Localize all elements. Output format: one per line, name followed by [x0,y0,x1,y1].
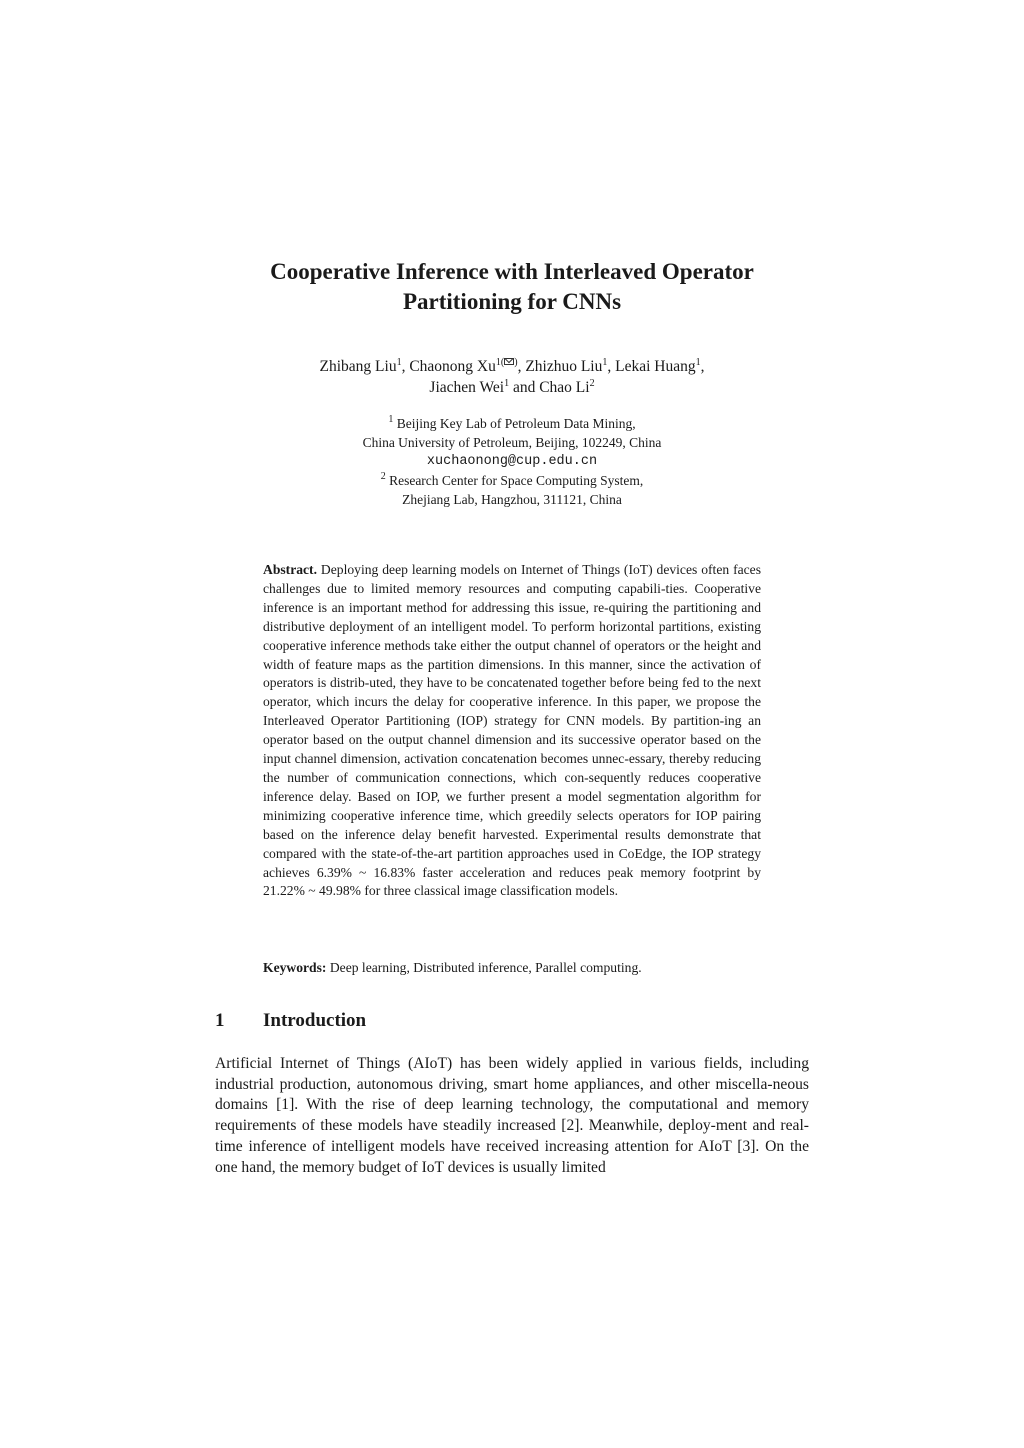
keywords-label: Keywords: [263,960,327,975]
section-heading-introduction [215,1008,366,1034]
author-name: Zhibang Liu [319,358,397,375]
author-affiliation-mark: 2 [589,378,595,389]
affiliations [200,414,824,509]
affiliation-text: Research Center for Space Computing System, [389,473,644,488]
abstract [263,561,761,901]
author-name: Zhizhuo Liu [525,358,603,375]
abstract-label: Abstract. [263,562,317,577]
author-conjunction: and [512,379,536,396]
corresponding-email[interactable]: xuchaonong@cup.edu.cn [426,454,598,469]
paper-title [200,257,824,317]
title-line-1: Cooperative Inference with Interleaved Operator [270,259,754,284]
keywords-text: Deep learning, Distributed inference, Parallel computing. [329,960,642,975]
author-line-1: Zhibang Liu$^1$, Chaonong $Xu^{1( )}$, Zhizhuo Liu$^1$, Lekai Huang$^1$, [319,357,705,375]
envelope-icon [504,358,514,365]
affiliation-1-line-1 [200,414,824,433]
section-title: Introduction [263,1010,367,1031]
affiliation-text: Beijing Key Lab of Petroleum Data Mining, [396,416,636,431]
author-affiliation-mark: 1 [695,357,701,368]
affiliation-2-line-1 [200,471,824,490]
author-affiliation-mark: 1 [504,378,510,389]
affiliation-2-line-2: Zhejiang Lab, Hangzhou, 311121, China [402,492,622,507]
keywords [263,958,761,977]
author-name: Lekai Huang [615,358,696,375]
introduction-paragraph: Artificial Internet of Things (AIoT) has been widely applied in various fields, including industrial production, autonomous driving, smart home appliances, and other miscella-neous domains [1]. With the rise of deep learning technology, the computational and memory requirements of these models have steadily increased [2]. Meanwhile, deploy-ment and real-time inference of intelligent models have received increasing attention for AIoT [3]. On the one hand, the memory budget of IoT devices is usually limited [215,1055,809,1176]
corresponding-author-mark: 1( ) [495,357,518,368]
affiliation-mark: 1 [388,414,394,425]
author-list [200,356,824,398]
author-name: Jiachen Wei [429,379,505,396]
affiliation-1-line-2: China University of Petroleum, Beijing, 102249, China [362,435,662,450]
affiliation-mark: 2 [380,471,386,482]
title-line-2: Partitioning for CNNs [402,289,622,314]
author-name: Chao Li [539,379,590,396]
author-affiliation-mark: 1 [602,357,608,368]
author-line-2 [200,377,824,398]
abstract-text: Deploying deep learning models on Internet of Things (IoT) devices often faces challenges due to limited memory resources and computing capabili-ties. Cooperative inference is an important method for addressing this issue, re-quiring the partitioning and distributive deployment of an intelligent model. To perform horizontal partitions, existing cooperative inference methods take either the output channel of operators or the height and width of feature maps as the partition dimensions. In this manner, since the activation of operators is distrib-uted, they have to be concatenated together before being fed to the next operator, which incurs the delay for cooperative inference. In this paper, we propose the Interleaved Operator Partitioning (IOP) strategy for CNN models. By partition-ing an operator based on the output channel dimension and its successive operator based on the input channel dimension, activation concatenation becomes unnec-essary, thereby reducing the number of communication connections, which con-sequently reduces cooperative inference delay. Based on IOP, we further present a model segmentation algorithm for minimizing cooperative inference time, which greedily selects operators for IOP pairing based on the inference delay benefit harvested. Experimental results demonstrate that compared with the state-of-the-art partition approaches used in CoEdge, the IOP strategy achieves 6.39% ~ 16.83% faster acceleration and reduces peak memory footprint by 21.22% ~ 49.98% for three classical image classification models. [263,562,761,899]
section-number: 1 [215,1010,225,1031]
author-affiliation-mark: 1 [396,357,402,368]
author-name: Chaonong Xu [409,358,496,375]
